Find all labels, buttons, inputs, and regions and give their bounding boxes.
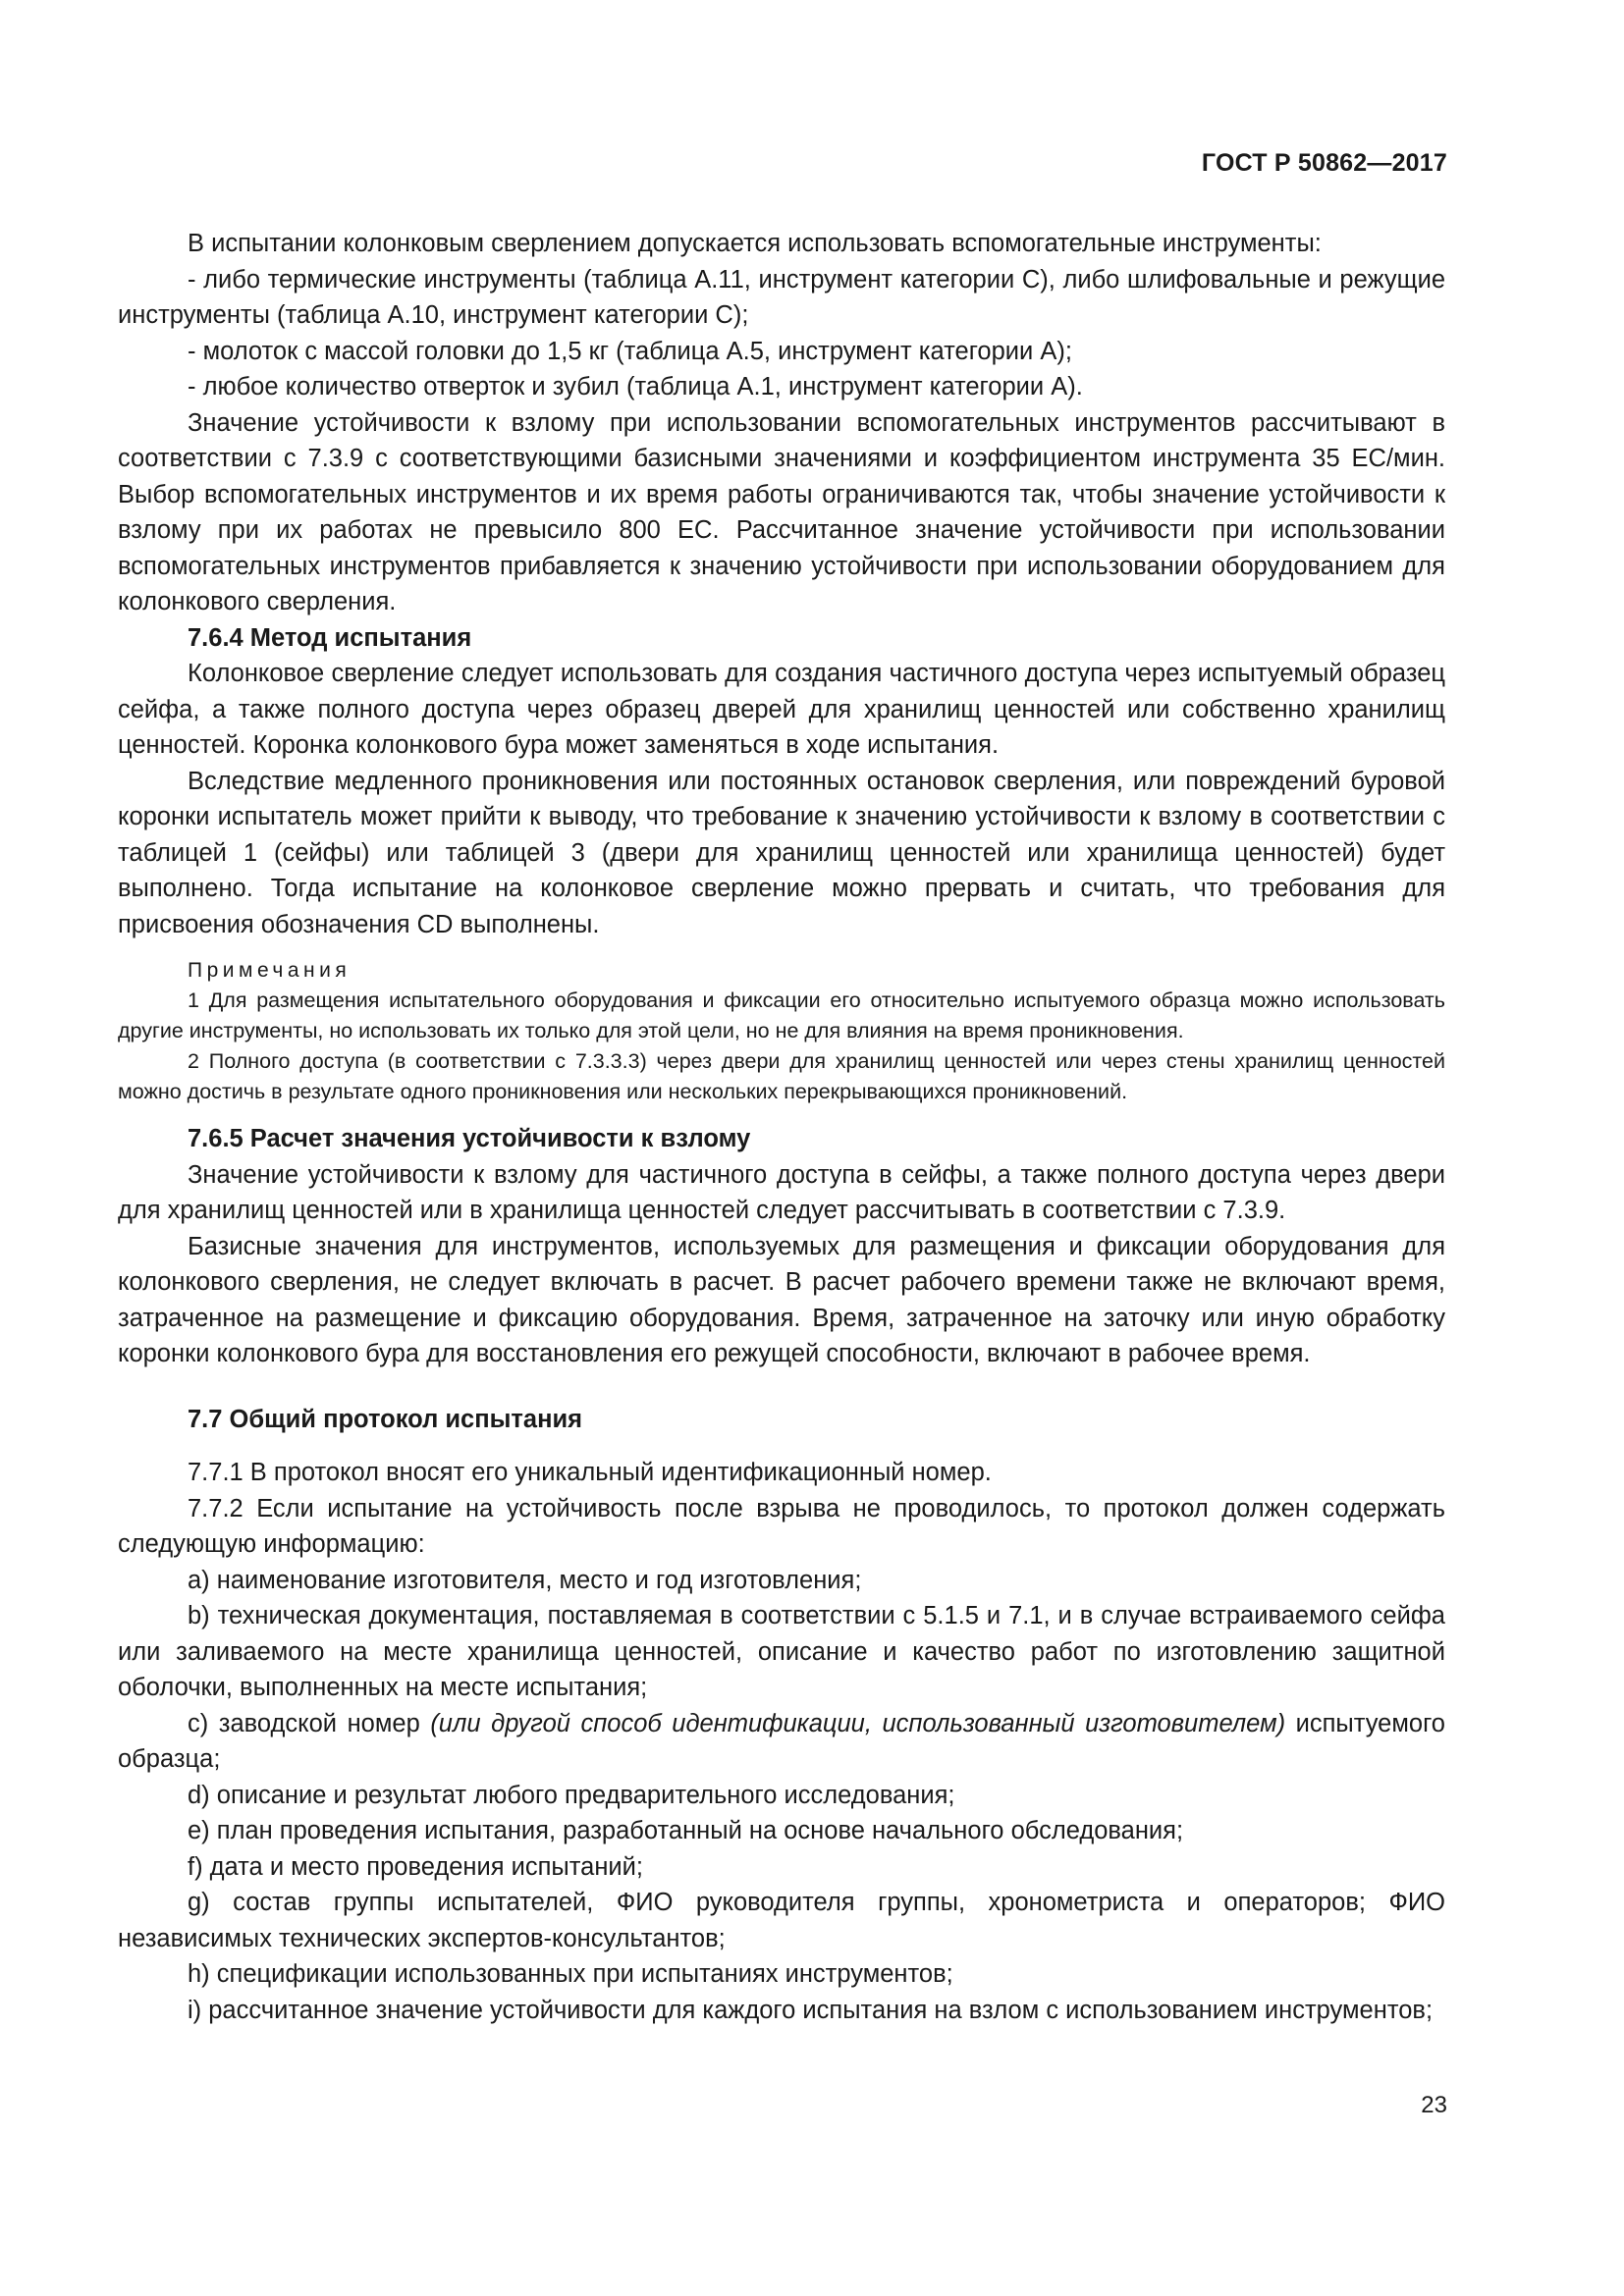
list-item-italic-text: (или другой способ идентификации, использованный изготовителем)	[430, 1709, 1286, 1737]
list-item: i) рассчитанное значение устойчивости для каждого испытания на взлом с использованием инструментов;	[188, 1996, 1434, 2024]
page-number: 23	[1421, 2092, 1447, 2118]
paragraph: Базисные значения для инструментов, используемых для размещения и фиксации оборудования для колонкового сверления, не следует включать в расчет. В расчет рабочего времени также не включают время, затраченное на размещение и фиксацию оборудования. Время, затраченное на заточку или иную обработку коронки колонкового бура для восстановления его режущей способности, включают в рабочее время.	[118, 1232, 1445, 1367]
list-item: - либо термические инструменты (таблица А.11, инструмент категории С), либо шлифовальные и режущие инструменты (таблица А.10, инструмент категории С);	[118, 265, 1445, 329]
section-heading-7-7: 7.7 Общий протокол испытания	[188, 1405, 583, 1433]
paragraph: 7.7.1 В протокол вносят его уникальный идентификационный номер.	[188, 1459, 992, 1486]
paragraph: 7.7.2 Если испытание на устойчивость после взрыва не проводилось, то протокол должен содержать следующую информацию:	[118, 1494, 1445, 1558]
list-item: g) состав группы испытателей, ФИО руководителя группы, хронометриста и операторов; ФИО независимых технических экспертов-консультантов;	[118, 1889, 1445, 1952]
list-item-text: c) заводской номер	[188, 1709, 431, 1737]
paragraph: Вследствие медленного проникновения или постоянных остановок сверления, или повреждений буровой коронки испытатель может прийти к выводу, что требование к значению устойчивости к взлому в соответствии с таблицей 1 (сейфы) или таблицей 3 (двери для хранилищ ценностей или хранилища ценностей) будет выполнено. Тогда испытание на колонковое сверление можно прервать и считать, что требования для присвоения обозначения CD выполнены.	[118, 767, 1445, 938]
list-item: h) спецификации использованных при испытаниях инструментов;	[188, 1960, 953, 1988]
list-item: f) дата и место проведения испытаний;	[188, 1852, 643, 1881]
document-code-header: ГОСТ Р 50862—2017	[1201, 149, 1447, 177]
paragraph: Колонковое сверление следует использовать для создания частичного доступа через испытуемый образец сейфа, а также полного доступа через образец дверей для хранилищ ценностей или собственно хранилищ ценностей. Коронка колонкового бура может заменяться в ходе испытания.	[118, 660, 1445, 759]
list-item	[118, 1706, 1445, 1778]
notes-title: Примечания	[188, 959, 352, 982]
list-item: a) наименование изготовителя, место и год изготовления;	[188, 1566, 862, 1594]
list-item: - любое количество отверток и зубил (таблица А.1, инструмент категории А).	[188, 373, 1083, 400]
list-item: e) план проведения испытания, разработанный на основе начального обследования;	[188, 1817, 1184, 1844]
list-item: b) техническая документация, поставляемая в соответствии с 5.1.5 и 7.1, и в случае встраиваемого сейфа или заливаемого на месте хранилища ценностей, описание и качество работ по изготовлению защитной оболочки, выполненных на месте испытания;	[118, 1602, 1445, 1701]
page-body	[118, 226, 1445, 2028]
note-item: 1 Для размещения испытательного оборудования и фиксации его относительно испытуемого образца можно использовать другие инструменты, но использовать их только для этой цели, но не для влияния на время проникновения.	[118, 988, 1445, 1042]
note-item: 2 Полного доступа (в соответствии с 7.3.3.3) через двери для хранилищ ценностей или через стены хранилищ ценностей можно достичь в результате одного проникновения или нескольких перекрывающихся проникновений.	[118, 1049, 1445, 1103]
list-item-text: испытуемого образца;	[118, 1709, 1445, 1773]
section-heading-7-6-5: 7.6.5 Расчет значения устойчивости к взлому	[188, 1125, 751, 1152]
list-item: - молоток с массой головки до 1,5 кг (таблица А.5, инструмент категории А);	[188, 337, 1072, 365]
section-heading-7-6-4: 7.6.4 Метод испытания	[188, 623, 472, 652]
paragraph: Значение устойчивости к взлому при использовании вспомогательных инструментов рассчитывают в соответствии с 7.3.9 с соответствующими базисными значениями и коэффициентом инструмента 35 ЕС/мин. Выбор вспомогательных инструментов и их время работы ограничиваются так, чтобы значение устойчивости к взлому при их работах не превысило 800 ЕС. Рассчитанное значение устойчивости при использовании вспомогательных инструментов прибавляется к значению устойчивости при использовании оборудованием для колонкового сверления.	[118, 408, 1445, 615]
paragraph: Значение устойчивости к взлому для частичного доступа в сейфы, а также полного доступа через двери для хранилищ ценностей или в хранилища ценностей следует рассчитывать в соответствии с 7.3.9.	[118, 1160, 1445, 1224]
list-item: d) описание и результат любого предварительного исследования;	[188, 1781, 955, 1809]
paragraph: В испытании колонковым сверлением допускается использовать вспомогательные инструменты:	[188, 230, 1322, 257]
